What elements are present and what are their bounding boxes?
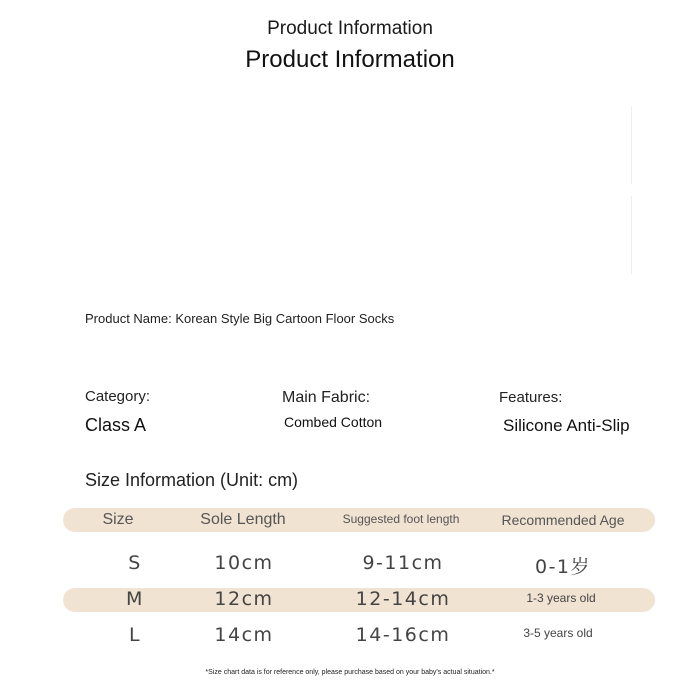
main-fabric-label: Main Fabric: [282, 389, 371, 406]
row-m-foot-length: 12-14cm [355, 588, 451, 610]
row-s-size: S [128, 552, 142, 574]
page-title: Product Information [245, 46, 455, 73]
row-m-age: 1-3 years old [526, 591, 596, 605]
row-l-sole-length: 14cm [214, 624, 274, 646]
category-value: Class A [85, 415, 147, 435]
features-value: Silicone Anti-Slip [503, 416, 630, 435]
features-label: Features: [499, 389, 563, 406]
row-l-age: 3-5 years old [523, 626, 593, 640]
row-m-size: M [126, 588, 144, 610]
product-image-area [72, 98, 632, 278]
image-edge-line [631, 196, 632, 274]
header-recommended-age: Recommended Age [501, 512, 625, 528]
header-size: Size [102, 511, 134, 528]
row-l-foot-length: 14-16cm [355, 624, 451, 646]
row-s-age: 0-1岁 [534, 556, 592, 578]
row-l-size: L [128, 624, 142, 646]
product-name: Product Name: Korean Style Big Cartoon Floor Socks [85, 311, 395, 326]
row-s-foot-length: 9-11cm [362, 552, 444, 574]
page-subtitle: Product Information [267, 18, 433, 39]
header-suggested-foot-length: Suggested foot length [342, 512, 460, 526]
header-sole-length: Sole Length [200, 511, 286, 528]
row-m-sole-length: 12cm [214, 588, 274, 610]
main-fabric-value: Combed Cotton [284, 414, 383, 430]
size-chart-note: *Size chart data is for reference only, please purchase based on your baby's actual situation.* [205, 669, 495, 676]
category-label: Category: [85, 388, 151, 405]
size-info-title: Size Information (Unit: cm) [85, 470, 299, 490]
image-edge-line [631, 106, 632, 184]
row-s-sole-length: 10cm [214, 552, 274, 574]
